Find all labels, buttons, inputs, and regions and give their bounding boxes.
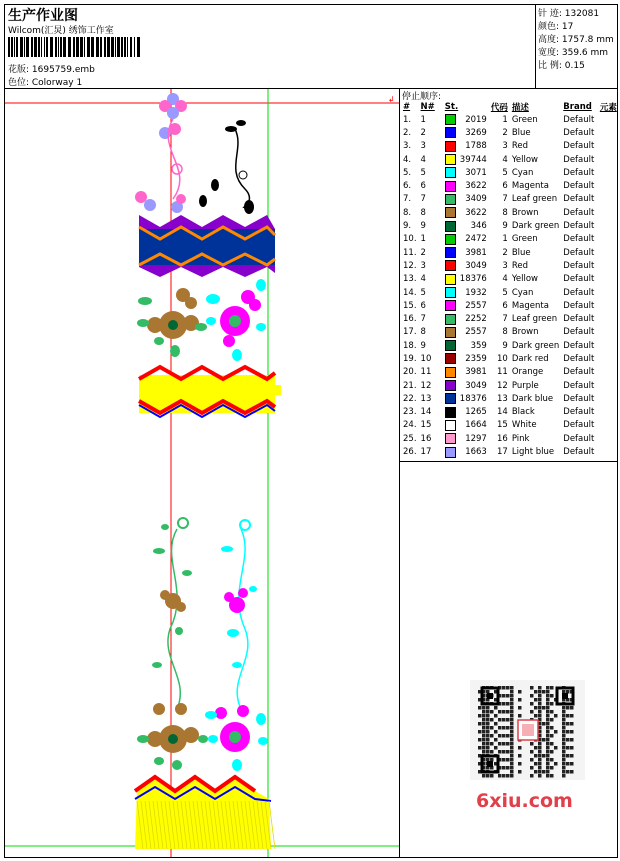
row-swatch — [443, 326, 458, 339]
row-index: 6. — [403, 181, 412, 192]
row-needle: 6 — [420, 181, 426, 192]
row-brand: Default — [563, 327, 595, 338]
row-brand: Default — [563, 287, 595, 298]
row-stitches: 2019 — [465, 114, 487, 125]
row-code: 5 — [502, 167, 508, 178]
col-needle: N# — [420, 101, 435, 112]
row-index: 19. — [403, 353, 417, 364]
row-code: 14 — [497, 407, 508, 418]
color-swatch — [445, 393, 456, 404]
watermark-logo: 6xiu.com — [476, 790, 573, 812]
row-stitches: 3269 — [465, 127, 487, 138]
row-code: 9 — [502, 221, 508, 232]
color-swatch — [445, 141, 456, 152]
row-code: 13 — [497, 393, 508, 404]
row-description: Magenta — [511, 181, 549, 192]
color-swatch — [445, 221, 456, 232]
table-row — [401, 259, 619, 272]
row-index: 1. — [403, 114, 412, 125]
row-swatch — [443, 339, 458, 352]
row-description: Green — [511, 234, 538, 245]
row-index: 24. — [403, 420, 417, 431]
row-needle: 9 — [420, 221, 426, 232]
color-swatch — [445, 194, 456, 205]
row-index: 13. — [403, 274, 417, 285]
row-code: 4 — [502, 274, 508, 285]
row-stitches: 18376 — [459, 274, 487, 285]
row-code: 3 — [502, 141, 508, 152]
color-swatch — [445, 154, 456, 165]
color-swatch — [445, 327, 456, 338]
row-description: Dark red — [511, 353, 549, 364]
row-index: 5. — [403, 167, 412, 178]
row-needle: 3 — [420, 141, 426, 152]
table-row — [401, 299, 619, 312]
col-element: 元素 — [599, 102, 617, 113]
row-brand: Default — [563, 353, 595, 364]
row-code: 3 — [502, 260, 508, 271]
row-swatch — [443, 312, 458, 325]
row-stitches: 2557 — [465, 300, 487, 311]
row-description: Pink — [511, 433, 530, 444]
row-brand: Default — [563, 221, 595, 232]
table-row — [401, 366, 619, 379]
row-needle: 8 — [420, 327, 426, 338]
row-brand: Default — [563, 194, 595, 205]
row-stitches: 39744 — [459, 154, 487, 165]
middle-zigzag-band — [139, 367, 281, 417]
row-swatch — [443, 392, 458, 405]
row-element — [598, 206, 619, 219]
row-description: Black — [511, 407, 535, 418]
row-brand: Default — [563, 167, 595, 178]
row-brand: Default — [563, 300, 595, 311]
row-swatch — [443, 166, 458, 179]
row-stitches: 1932 — [465, 287, 487, 298]
color-swatch — [445, 260, 456, 271]
row-needle: 10 — [420, 353, 432, 364]
color-swatch — [445, 207, 456, 218]
row-description: Dark green — [511, 340, 560, 351]
row-description: Brown — [511, 207, 539, 218]
row-index: 4. — [403, 154, 412, 165]
row-brand: Default — [563, 207, 595, 218]
table-row — [401, 352, 619, 365]
row-stitches: 3981 — [465, 247, 487, 258]
row-element — [598, 179, 619, 192]
row-element — [598, 193, 619, 206]
row-code: 12 — [497, 380, 508, 391]
row-stitches: 1664 — [465, 420, 487, 431]
row-index: 2. — [403, 127, 412, 138]
color-swatch — [445, 274, 456, 285]
row-code: 7 — [502, 314, 508, 325]
table-row — [401, 179, 619, 192]
row-needle: 8 — [420, 207, 426, 218]
row-element — [598, 432, 619, 445]
table-row — [401, 432, 619, 445]
row-index: 9. — [403, 221, 412, 232]
color-swatch — [445, 127, 456, 138]
table-bottom-line — [400, 461, 618, 462]
design-height: 高度: 1757.8 mm — [538, 35, 614, 45]
bottom-scallop-band — [135, 777, 275, 849]
row-swatch — [443, 113, 458, 126]
row-stitches: 3049 — [465, 380, 487, 391]
row-code: 2 — [502, 127, 508, 138]
row-element — [598, 445, 619, 458]
table-row — [401, 339, 619, 352]
black-vine — [199, 120, 254, 214]
table-row — [401, 419, 619, 432]
row-brand: Default — [563, 247, 595, 258]
color-swatch — [445, 314, 456, 325]
row-description: Red — [511, 260, 528, 271]
color-swatch — [445, 380, 456, 391]
lower-right-vine — [221, 520, 257, 709]
row-code: 16 — [497, 433, 508, 444]
row-stitches: 3981 — [465, 367, 487, 378]
row-needle: 3 — [420, 260, 426, 271]
table-row — [401, 312, 619, 325]
row-element — [598, 246, 619, 259]
row-code: 11 — [497, 367, 508, 378]
row-element — [598, 273, 619, 286]
row-index: 22. — [403, 393, 417, 404]
row-needle: 15 — [420, 420, 432, 431]
row-element — [598, 366, 619, 379]
row-swatch — [443, 206, 458, 219]
row-element — [598, 339, 619, 352]
row-swatch — [443, 140, 458, 153]
row-code: 8 — [502, 207, 508, 218]
row-index: 25. — [403, 433, 417, 444]
row-brand: Default — [563, 340, 595, 351]
row-element — [598, 299, 619, 312]
row-index: 26. — [403, 447, 417, 458]
row-stitches: 3409 — [465, 194, 487, 205]
row-description: Yellow — [511, 274, 539, 285]
row-stitches: 3049 — [465, 260, 487, 271]
table-row — [401, 445, 619, 458]
row-needle: 2 — [420, 127, 426, 138]
row-needle: 9 — [420, 340, 426, 351]
row-code: 15 — [497, 420, 508, 431]
row-stitches: 1265 — [465, 407, 487, 418]
row-element — [598, 140, 619, 153]
lower-left-vine — [152, 518, 192, 709]
row-description: Purple — [511, 380, 539, 391]
row-index: 17. — [403, 327, 417, 338]
row-code: 7 — [502, 194, 508, 205]
row-brand: Default — [563, 314, 595, 325]
table-row — [401, 113, 619, 126]
row-swatch — [443, 259, 458, 272]
row-description: White — [511, 420, 537, 431]
row-element — [598, 219, 619, 232]
row-element — [598, 113, 619, 126]
page-title: 生产作业图 — [8, 8, 78, 24]
row-stitches: 3622 — [465, 181, 487, 192]
row-code: 9 — [502, 340, 508, 351]
row-index: 3. — [403, 141, 412, 152]
row-needle: 14 — [420, 407, 432, 418]
row-index: 18. — [403, 340, 417, 351]
row-stitches: 3071 — [465, 167, 487, 178]
row-swatch — [443, 379, 458, 392]
panel-divider — [399, 88, 400, 858]
row-element — [598, 312, 619, 325]
flower-row-upper — [137, 279, 266, 361]
color-swatch — [445, 300, 456, 311]
color-swatch — [445, 167, 456, 178]
row-swatch — [443, 419, 458, 432]
table-row — [401, 140, 619, 153]
row-index: 14. — [403, 287, 417, 298]
color-swatch — [445, 181, 456, 192]
table-row — [401, 233, 619, 246]
row-index: 16. — [403, 314, 417, 325]
row-swatch — [443, 219, 458, 232]
row-code: 1 — [502, 114, 508, 125]
row-index: 15. — [403, 300, 417, 311]
col-index: # — [403, 101, 411, 112]
row-brand: Default — [563, 260, 595, 271]
row-description: Green — [511, 114, 538, 125]
row-index: 11. — [403, 247, 417, 258]
color-swatch — [445, 447, 456, 458]
row-brand: Default — [563, 433, 595, 444]
design-width: 宽度: 359.6 mm — [538, 48, 609, 58]
row-swatch — [443, 366, 458, 379]
row-index: 23. — [403, 407, 417, 418]
row-brand: Default — [563, 114, 595, 125]
row-description: Cyan — [511, 287, 534, 298]
row-stitches: 1663 — [465, 447, 487, 458]
row-swatch — [443, 432, 458, 445]
row-needle: 4 — [420, 154, 426, 165]
row-element — [598, 326, 619, 339]
row-description: Light blue — [511, 447, 555, 458]
table-row — [401, 286, 619, 299]
row-brand: Default — [563, 127, 595, 138]
row-description: Brown — [511, 327, 539, 338]
design-file: 花版: 1695759.emb — [8, 65, 95, 75]
col-stitches: St. — [444, 101, 459, 112]
color-swatch — [445, 234, 456, 245]
company-name: Wilcom(汇炅) 绣饰工作室 — [8, 26, 114, 36]
row-element — [598, 392, 619, 405]
row-swatch — [443, 299, 458, 312]
row-swatch — [443, 273, 458, 286]
row-code: 1 — [502, 234, 508, 245]
color-swatch — [445, 407, 456, 418]
stitch-count: 针 迹: 132081 — [538, 9, 600, 19]
row-element — [598, 126, 619, 139]
row-stitches: 18376 — [459, 393, 487, 404]
table-row — [401, 153, 619, 166]
row-element — [598, 379, 619, 392]
row-element — [598, 286, 619, 299]
row-needle: 1 — [420, 234, 426, 245]
table-row — [401, 166, 619, 179]
row-brand: Default — [563, 393, 595, 404]
row-needle: 11 — [420, 367, 432, 378]
row-swatch — [443, 193, 458, 206]
row-stitches: 1297 — [465, 433, 487, 444]
row-swatch — [443, 286, 458, 299]
top-zigzag-band — [139, 215, 275, 277]
row-description: Dark green — [511, 221, 560, 232]
table-row — [401, 326, 619, 339]
row-index: 12. — [403, 260, 417, 271]
row-index: 10. — [403, 234, 417, 245]
svg-text:↲: ↲ — [388, 95, 395, 104]
row-element — [598, 166, 619, 179]
row-needle: 7 — [420, 314, 426, 325]
color-count: 颜色: 17 — [538, 22, 574, 32]
row-code: 10 — [497, 353, 508, 364]
row-swatch — [443, 153, 458, 166]
color-swatch — [445, 367, 456, 378]
row-element — [598, 406, 619, 419]
row-index: 8. — [403, 207, 412, 218]
row-element — [598, 352, 619, 365]
color-swatch — [445, 247, 456, 258]
row-code: 4 — [502, 154, 508, 165]
table-row — [401, 206, 619, 219]
row-code: 17 — [497, 447, 508, 458]
color-swatch — [445, 420, 456, 431]
row-element — [598, 419, 619, 432]
row-needle: 13 — [420, 393, 432, 404]
row-stitches: 2472 — [465, 234, 487, 245]
row-description: Leaf green — [511, 314, 558, 325]
table-row — [401, 193, 619, 206]
flower-row-lower — [137, 703, 268, 771]
row-code: 6 — [502, 300, 508, 311]
row-code: 8 — [502, 327, 508, 338]
row-brand: Default — [563, 181, 595, 192]
table-row — [401, 273, 619, 286]
row-element — [598, 233, 619, 246]
design-scale: 比 例: 0.15 — [538, 61, 585, 71]
colorway: 色位: Colorway 1 — [8, 78, 83, 88]
row-description: Dark blue — [511, 393, 554, 404]
row-needle: 16 — [420, 433, 432, 444]
row-swatch — [443, 179, 458, 192]
row-stitches: 2557 — [465, 327, 487, 338]
row-description: Red — [511, 141, 528, 152]
row-needle: 4 — [420, 274, 426, 285]
row-stitches: 3622 — [465, 207, 487, 218]
row-brand: Default — [563, 420, 595, 431]
row-brand: Default — [563, 274, 595, 285]
row-needle: 7 — [420, 194, 426, 205]
table-row — [401, 246, 619, 259]
col-brand: Brand — [563, 101, 592, 112]
row-description: Magenta — [511, 300, 549, 311]
table-row — [401, 406, 619, 419]
table-row — [401, 392, 619, 405]
color-sequence-table — [401, 100, 619, 459]
col-code: 代码 — [490, 102, 508, 113]
table-row — [401, 126, 619, 139]
color-swatch — [445, 114, 456, 125]
row-description: Leaf green — [511, 194, 558, 205]
row-swatch — [443, 126, 458, 139]
info-divider — [535, 4, 536, 88]
row-description: Blue — [511, 247, 531, 258]
row-stitches: 346 — [470, 221, 487, 232]
row-index: 7. — [403, 194, 412, 205]
row-code: 2 — [502, 247, 508, 258]
row-needle: 1 — [420, 114, 426, 125]
row-swatch — [443, 445, 458, 458]
row-index: 21. — [403, 380, 417, 391]
row-swatch — [443, 406, 458, 419]
barcode — [8, 37, 140, 57]
row-stitches: 2359 — [465, 353, 487, 364]
row-needle: 17 — [420, 447, 432, 458]
stop-sequence-label: 停止顺序: — [402, 92, 442, 102]
row-brand: Default — [563, 141, 595, 152]
row-element — [598, 259, 619, 272]
row-description: Cyan — [511, 167, 534, 178]
row-code: 5 — [502, 287, 508, 298]
row-needle: 12 — [420, 380, 432, 391]
row-description: Blue — [511, 127, 531, 138]
qr-code — [470, 680, 585, 780]
row-brand: Default — [563, 380, 595, 391]
row-brand: Default — [563, 447, 595, 458]
row-needle: 5 — [420, 287, 426, 298]
table-row — [401, 379, 619, 392]
row-brand: Default — [563, 367, 595, 378]
row-code: 6 — [502, 181, 508, 192]
row-needle: 5 — [420, 167, 426, 178]
row-stitches: 359 — [470, 340, 487, 351]
design-canvas — [5, 89, 399, 857]
color-swatch — [445, 340, 456, 351]
color-swatch — [445, 433, 456, 444]
row-needle: 2 — [420, 247, 426, 258]
row-element — [598, 153, 619, 166]
row-brand: Default — [563, 154, 595, 165]
row-stitches: 2252 — [465, 314, 487, 325]
row-swatch — [443, 352, 458, 365]
table-row — [401, 219, 619, 232]
row-swatch — [443, 233, 458, 246]
color-swatch — [445, 353, 456, 364]
row-stitches: 1788 — [465, 141, 487, 152]
row-swatch — [443, 246, 458, 259]
row-description: Yellow — [511, 154, 539, 165]
row-brand: Default — [563, 407, 595, 418]
color-swatch — [445, 287, 456, 298]
row-needle: 6 — [420, 300, 426, 311]
row-brand: Default — [563, 234, 595, 245]
row-description: Orange — [511, 367, 544, 378]
top-floral-vine — [135, 93, 187, 213]
col-description: 描述 — [511, 102, 529, 113]
row-index: 20. — [403, 367, 417, 378]
